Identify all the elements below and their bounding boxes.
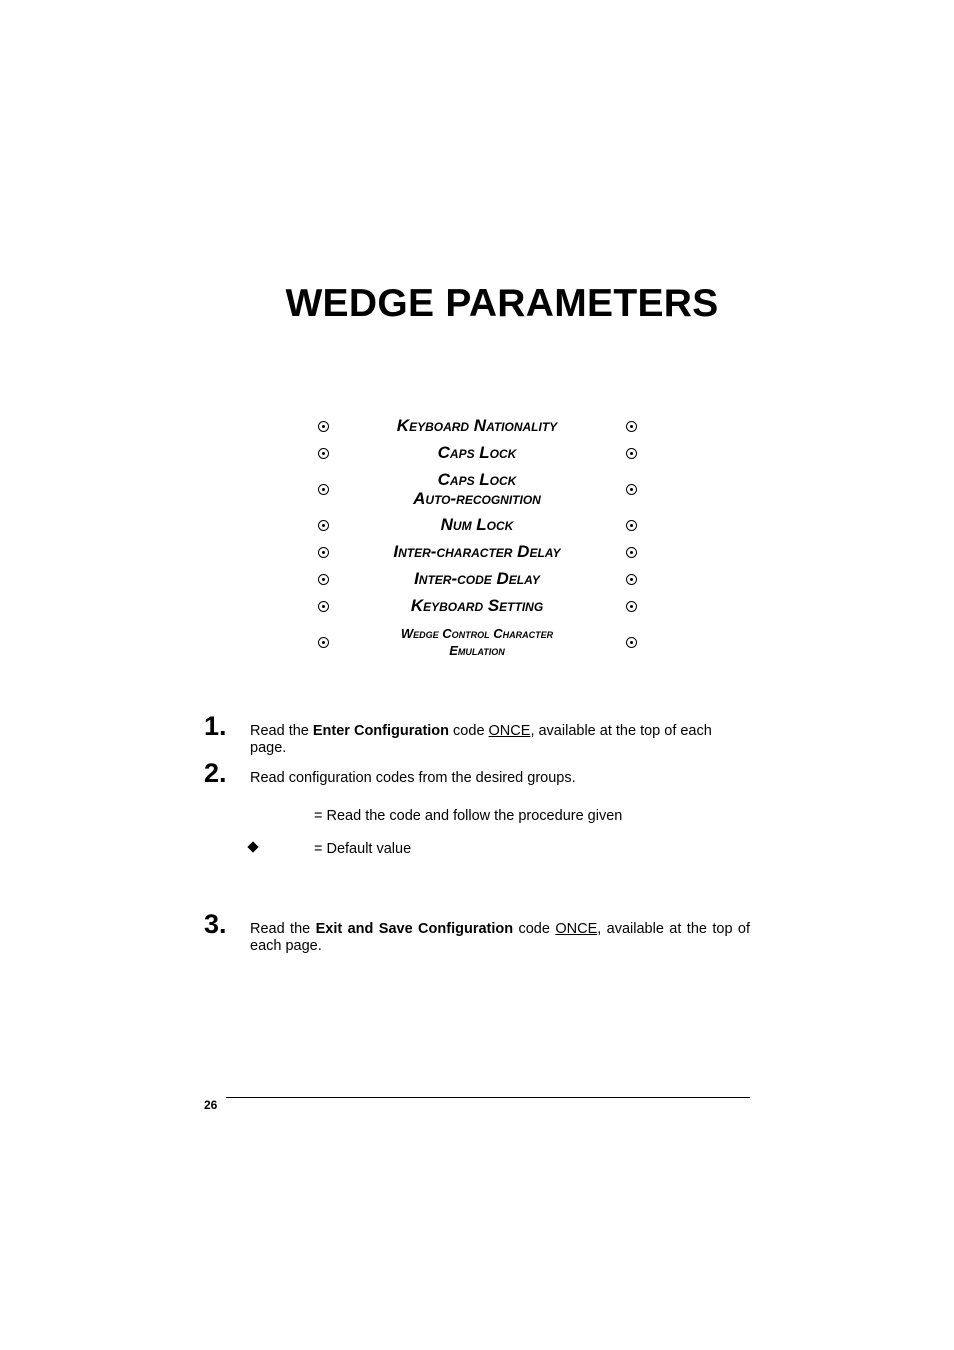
menu-item[interactable] <box>310 619 644 664</box>
menu-item[interactable] <box>310 538 644 565</box>
step-1-text <box>250 723 750 757</box>
menu-label-line: Emulation <box>449 642 505 658</box>
page-title: WEDGE PARAMETERS <box>285 282 719 325</box>
bullseye-icon <box>626 421 637 432</box>
menu-item[interactable] <box>310 511 644 538</box>
step-number: 1. <box>204 711 227 741</box>
menu-label-line: Auto-recognition <box>413 488 541 508</box>
bold-run: Enter Configuration <box>312 723 450 739</box>
underlined-run: ONCE <box>555 921 598 937</box>
menu-item[interactable] <box>310 412 644 439</box>
legend-default: = Default value <box>314 841 412 857</box>
menu-label-caps-lock[interactable]: Caps Lock <box>437 443 517 462</box>
bullseye-icon <box>626 520 637 531</box>
step-number: 3. <box>204 909 227 939</box>
text-run: , available at the top of each page. <box>250 723 712 756</box>
page-number: 26 <box>204 1098 218 1112</box>
menu-label-inter-character-delay[interactable]: Inter-character Delay <box>393 542 561 561</box>
menu-label-caps-lock-auto-recognition[interactable] <box>336 466 618 511</box>
menu-label-keyboard-setting[interactable]: Keyboard Setting <box>410 596 544 615</box>
text-run: code <box>449 723 489 739</box>
step-2-text: Read configuration codes from the desired groups. <box>250 770 576 786</box>
bullseye-icon <box>318 574 329 585</box>
bullseye-icon <box>318 421 329 432</box>
bullseye-icon <box>318 448 329 459</box>
menu-label-line: Caps Lock <box>437 469 517 489</box>
bullseye-icon <box>318 547 329 558</box>
underlined-run: ONCE <box>488 723 531 739</box>
menu-item[interactable] <box>310 592 644 619</box>
text-run: , available at the top of each page. <box>250 921 751 954</box>
parameter-menu <box>310 412 644 664</box>
footer-rule <box>226 1097 750 1098</box>
menu-label-num-lock[interactable]: Num Lock <box>440 515 514 534</box>
menu-item[interactable] <box>310 565 644 592</box>
diamond-icon <box>247 841 258 852</box>
bullseye-icon <box>318 484 329 495</box>
bullseye-icon <box>626 448 637 459</box>
bold-run: Exit and Save Configuration <box>315 921 514 937</box>
menu-label-inter-code-delay[interactable]: Inter-code Delay <box>414 569 540 588</box>
bullseye-icon <box>318 520 329 531</box>
menu-item[interactable] <box>310 439 644 466</box>
bullseye-icon <box>626 601 637 612</box>
menu-label-wedge-control-character-emulation[interactable] <box>336 619 618 664</box>
text-run: code <box>513 921 556 937</box>
bullseye-icon <box>318 601 329 612</box>
menu-item[interactable] <box>310 466 644 511</box>
legend-procedure: = Read the code and follow the procedure given <box>314 808 623 824</box>
bullseye-icon <box>626 547 637 558</box>
text-run: Read the <box>250 921 316 937</box>
bullseye-icon <box>318 637 329 648</box>
bullseye-icon <box>626 484 637 495</box>
step-3-text <box>250 921 750 955</box>
text-run: Read the <box>250 723 313 739</box>
menu-label-line: Wedge Control Character <box>400 625 554 641</box>
bullseye-icon <box>626 637 637 648</box>
step-number: 2. <box>204 758 227 788</box>
menu-label-keyboard-nationality[interactable]: Keyboard Nationality <box>396 416 558 435</box>
bullseye-icon <box>626 574 637 585</box>
